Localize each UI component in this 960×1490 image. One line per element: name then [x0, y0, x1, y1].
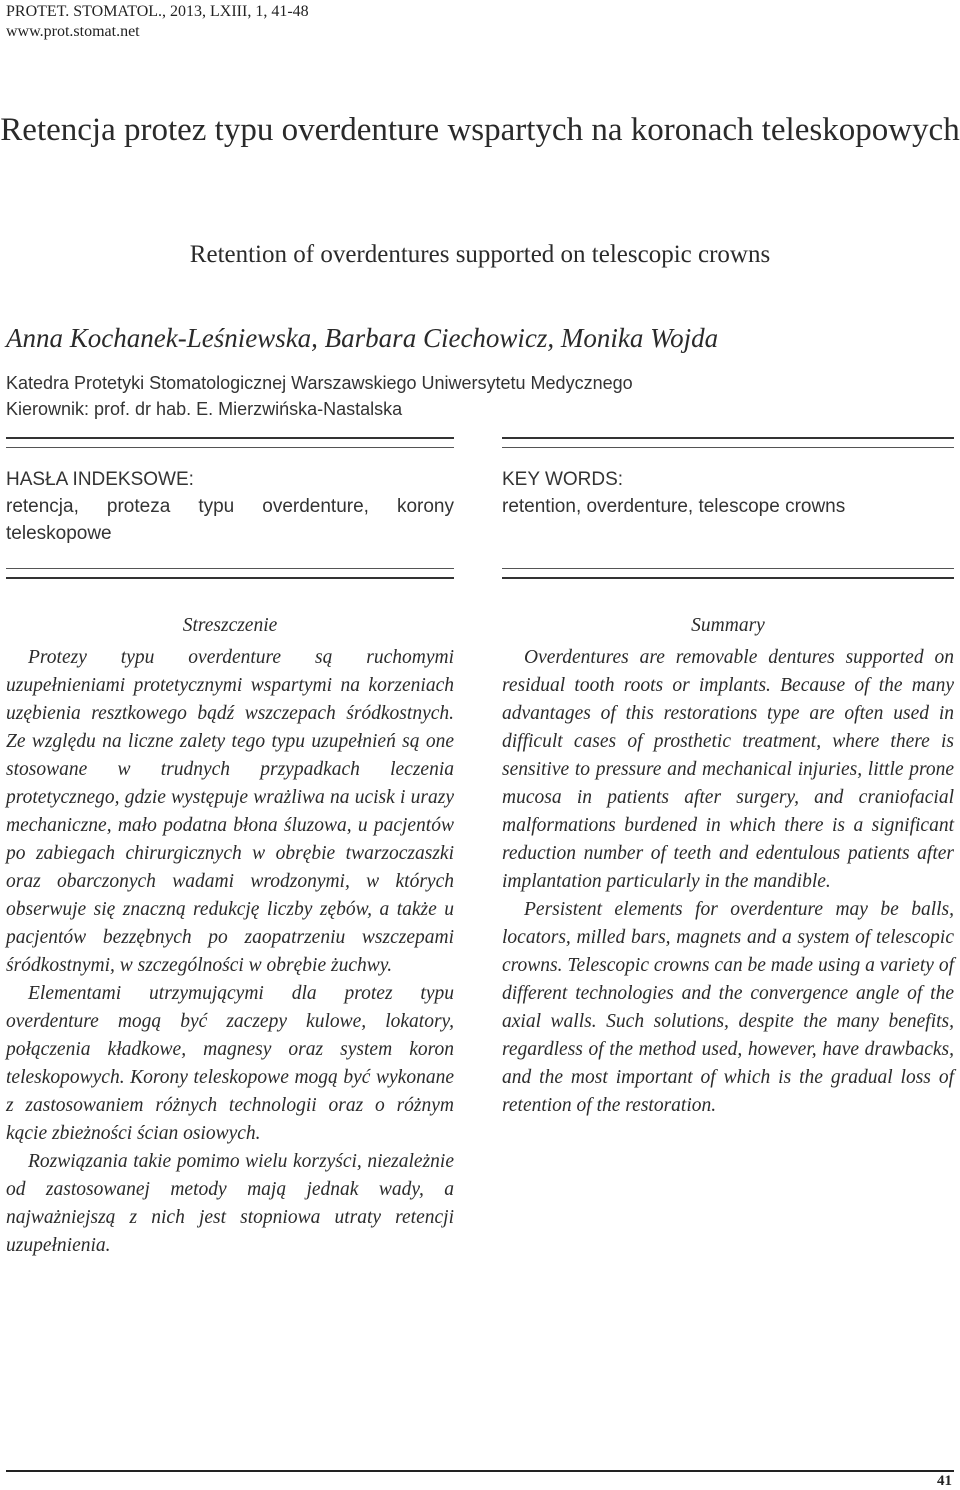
keywords-en-bottom-rule-2 — [502, 577, 954, 579]
keywords-en-text: retention, overdenture, telescope crowns — [502, 496, 846, 517]
article-title: Retencja protez typu overdenture wspartych na koronach teleskopowych — [0, 112, 960, 148]
abstract-pl-paragraph: Protezy typu overdenture są ruchomymi uzupełnieniami protetycznymi wspartymi na korzeniach uzębienia resztkowego bądź wszczepach śródkostnych. Ze względu na liczne zalety tego typu uzupełnień są one stosowane w trudnych przypadkach leczenia protetycznego, gdzie występuje wrażliwa na ucisk i urazy mechaniczne, mało podatna błona śluzowa, u pacjentów po zabiegach chirurgicznych w obrębie twarzoczaszki oraz obarczonych wadami wrodzonymi, w których obserwuje się znaczną redukcję liczby zębów, a także u pacjentów bezzębnych po zaopatrzeniu wszczepami śródkostnymi, w szczególności w obrębie żuchwy. — [6, 647, 454, 976]
abstract-en-heading: Summary — [691, 615, 765, 636]
keywords-pl-bottom-rule-2 — [6, 577, 454, 579]
article-subtitle: Retention of overdentures supported on telescopic crowns — [189, 241, 771, 268]
page-number: 41 — [937, 1473, 952, 1489]
abstract-en — [502, 612, 954, 1120]
keywords-en-heading: KEY WORDS: — [502, 469, 624, 490]
department-head: Kierownik: prof. dr hab. E. Mierzwińska-Nastalska — [6, 399, 403, 419]
keywords-en-bottom-rule — [502, 568, 954, 569]
keywords-pl-top-rule-2 — [6, 447, 454, 448]
keywords-pl-top-rule — [6, 437, 454, 439]
affiliation: Katedra Protetyki Stomatologicznej Warszawskiego Uniwersytetu Medycznego — [6, 373, 633, 393]
running-header — [6, 2, 309, 42]
abstract-pl-paragraph: Rozwiązania takie pomimo wielu korzyści, niezależnie od zastosowanej metody mają jednak wady, a najważniejszą z nich jest stopniowa utraty retencji uzupełnienia. — [6, 1151, 454, 1256]
abstract-pl — [6, 612, 454, 1260]
keywords-pl — [6, 467, 454, 547]
keywords-en-top-rule-2 — [502, 447, 954, 448]
journal-citation: PROTET. STOMATOL., 2013, LXIII, 1, 41-48 — [6, 3, 309, 20]
journal-url: www.prot.stomat.net — [6, 23, 140, 40]
authors: Anna Kochanek-Leśniewska, Barbara Ciechowicz, Monika Wojda — [6, 323, 719, 353]
abstract-en-paragraph: Persistent elements for overdenture may be balls, locators, milled bars, magnets and a system of telescopic crowns. Telescopic crowns can be made using a variety of different technologies and the convergence angle of the axial walls. Such solutions, despite the many benefits, regardless of the method used, however, have drawbacks, and the most important of which is the gradual loss of retention of the restoration. — [502, 899, 954, 1116]
keywords-pl-heading: HASŁA INDEKSOWE: — [6, 469, 194, 490]
abstract-pl-heading: Streszczenie — [182, 615, 278, 636]
abstract-en-paragraph: Overdentures are removable dentures supported on residual tooth roots or implants. Because of the many advantages of this restorations type are often used in difficult cases of prosthetic treatment, where there is sensitive to pressure and mechanical injuries, little prone mucosa in patients after surgery, and craniofacial malformations burdened in which there is a significant reduction number of teeth and edentulous patients after implantation particularly in the mandible. — [502, 647, 954, 892]
footer-rule — [6, 1470, 954, 1472]
keywords-pl-text: retencja, proteza typu overdenture, korony teleskopowe — [6, 496, 454, 544]
keywords-en-top-rule — [502, 437, 954, 439]
keywords-pl-bottom-rule — [6, 568, 454, 569]
keywords-en — [502, 467, 954, 520]
abstract-pl-paragraph: Elementami utrzymującymi dla protez typu overdenture mogą być zaczepy kulowe, lokatory, połączenia kładkowe, magnesy oraz system koron teleskopowych. Korony teleskopowe mogą być wykonane z zastosowaniem różnych technologii oraz o różnym kącie zbieżności ścian osiowych. — [6, 983, 454, 1144]
